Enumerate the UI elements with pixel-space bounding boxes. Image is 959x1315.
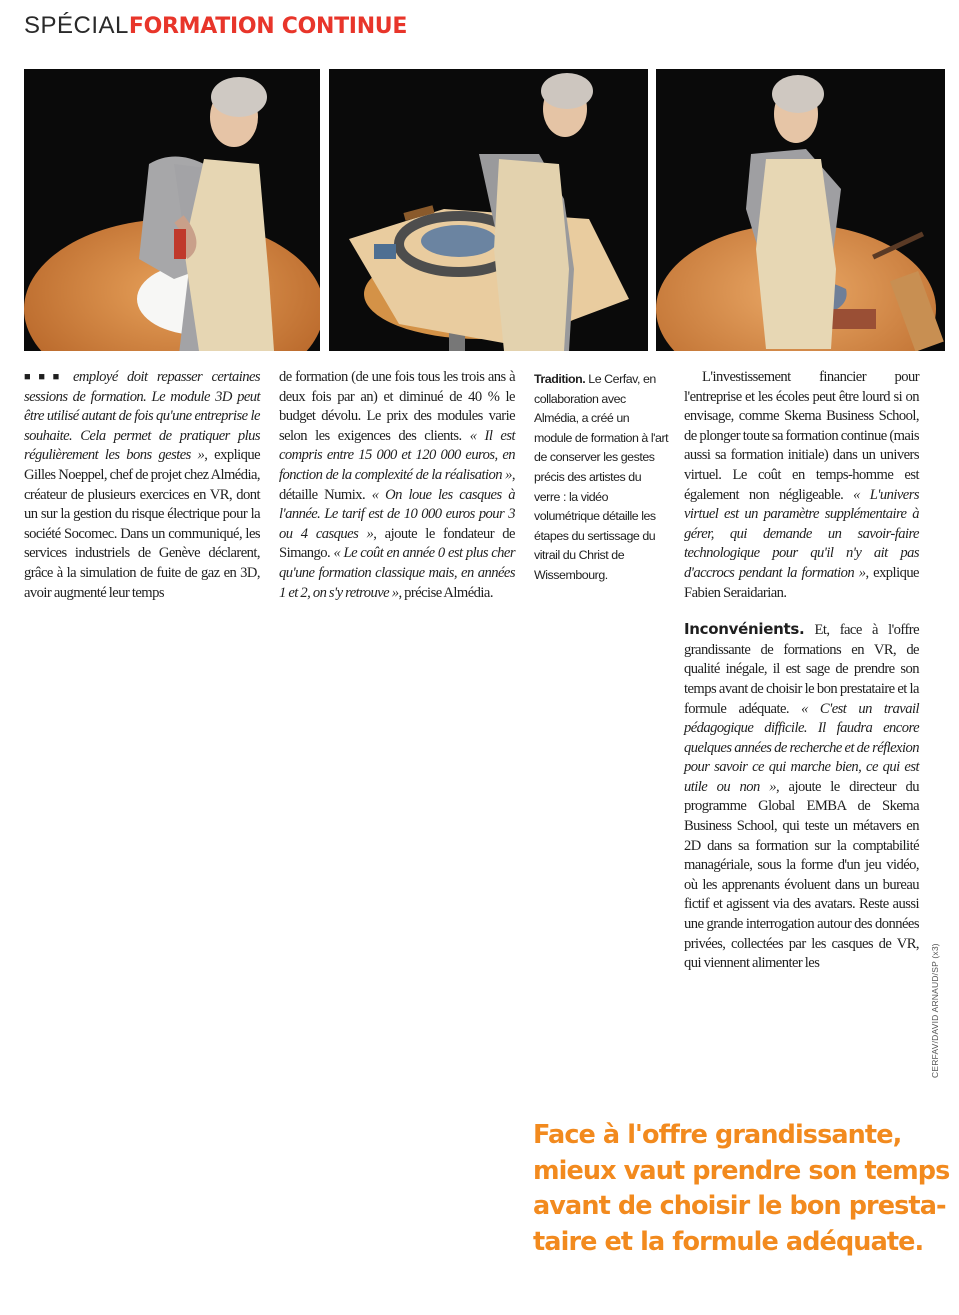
- photo-credit: CERFAV/DAVID ARNAUD/SP (x3): [930, 943, 940, 1078]
- pull-quote-line: taire et la formule adéquate.: [533, 1226, 924, 1257]
- column4-p2-end: , ajoute le directeur du programme Global EMBA de Skema Business School, qui teste un métavers en 2D dans sa formation sur la comptabilité managériale, sous la forme d'un jeu vidéo, où les apprenants évoluent dans un bureau fictif et agissent via des avatars. Reste aussi une grande interrogation autour des données privées, collectées par les casques de VR, qui viennent alimenter les: [684, 778, 920, 972]
- pull-quote-line: avant de choisir le bon presta-: [533, 1191, 946, 1221]
- column2-quote-1: « Il est compris entre 15 000 et 120 000 euros, en fonction de la complexité de la réalisation »: [279, 427, 515, 483]
- column1-italic-quote: employé doit repasser certaines sessions de formation. Le module 3D peut être utilisé autant de fois qu'une entreprise le souhaite. Cela permet de pratiquer plus régulièrement les bons gestes »: [24, 369, 260, 464]
- caption-text: Le Cerfav, en collaboration avec Almédia, a créé un module de formation à l'art de conserver les gestes précis des artistes du verre : la vidéo volumétrique détaille les étapes du sertissage du vitrail du Christ de Wissembourg.: [534, 372, 669, 582]
- column1-body: , explique Gilles Noeppel, chef de projet chez Almédia, créateur de plusieurs exercices en VR, dont un sur la gestion du risque électrique pour la société Socomec. Dans un communiqué, les services industriels de Genève déclarent, grâce à la simulation de fuite de gaz en 3D, avoir augmenté leur temps: [24, 447, 260, 601]
- lead-marker-icon: ■■■: [24, 371, 67, 383]
- column4-paragraph-1: [684, 368, 919, 603]
- column2-paragraph: [279, 368, 515, 603]
- column2-text-1: de formation (de une fois tous les trois ans à deux fois par an) et diminué de 40 % le budget dévolu. Le prix des modules varie selon les exigences des clients.: [279, 369, 515, 444]
- pull-quote-line: mieux vaut prendre son temps: [533, 1155, 950, 1186]
- column2-quote-2: « On loue les casques à l'année. Le tarif est de 10 000 euros pour 3 ou 4 casques »: [279, 486, 515, 542]
- header-section-title: FORMATION CONTINUE: [128, 14, 408, 39]
- section-header: [24, 12, 407, 44]
- woman-glass-cutting-photo: [24, 69, 320, 351]
- column4-p2-text: Et, face à l'offre grandissante de formations en VR, de qualité inégale, il est sage de prendre son temps avant de choisir le bon prestataire et la formule adéquate.: [684, 622, 919, 717]
- pull-quote: [533, 1118, 950, 1260]
- caption-lead: Tradition.: [534, 372, 586, 386]
- column4-p1-end: , explique Fabien Seraidarian.: [684, 564, 919, 601]
- column2-text-4: , précise Almédia.: [398, 584, 493, 601]
- article-column-4: [684, 368, 919, 974]
- column1-paragraph: [24, 368, 260, 603]
- woman-stained-glass-workbench-photo: [329, 69, 648, 351]
- column2-quote-3: « Le coût en année 0 est plus cher qu'une formation classique mais, en années 1 et 2, on s'y retrouve »: [279, 545, 515, 601]
- article-column-2: [279, 368, 515, 603]
- photo-caption: [534, 370, 670, 586]
- header-kicker: SPÉCIAL: [24, 12, 129, 39]
- pull-quote-line: Face à l'offre grandissante,: [533, 1120, 902, 1150]
- column4-p2-quote: « C'est un travail pédagogique difficile. Il faudra encore quelques années de recherche et de réflexion pour savoir ce qui marche bien, ce qui est utile ou non »: [684, 700, 919, 795]
- column2-text-2: , détaille Numix.: [279, 466, 515, 503]
- column4-paragraph-2: [684, 620, 919, 974]
- article-column-1: [24, 368, 260, 603]
- woman-painting-glass-photo: [656, 69, 945, 351]
- column4-p1-quote: « L'univers virtuel est un paramètre supplémentaire à gérer, qui demande un savoir-faire technologique pour qu'il n'y ait pas d'accrocs pendant la formation »: [684, 486, 919, 581]
- column2-text-3: , ajoute le fondateur de Simango.: [279, 525, 515, 562]
- column4-p1-text: L'investissement financier pour l'entreprise et les écoles peut être lourd si on envisage, comme Skema Business School, de plonger toute sa formation continue (mais aussi sa formation initiale) dans un univers virtuel. Le coût en temps-homme est également non négligeable.: [684, 369, 919, 503]
- subhead-inconvenients: Inconvénients.: [684, 620, 805, 639]
